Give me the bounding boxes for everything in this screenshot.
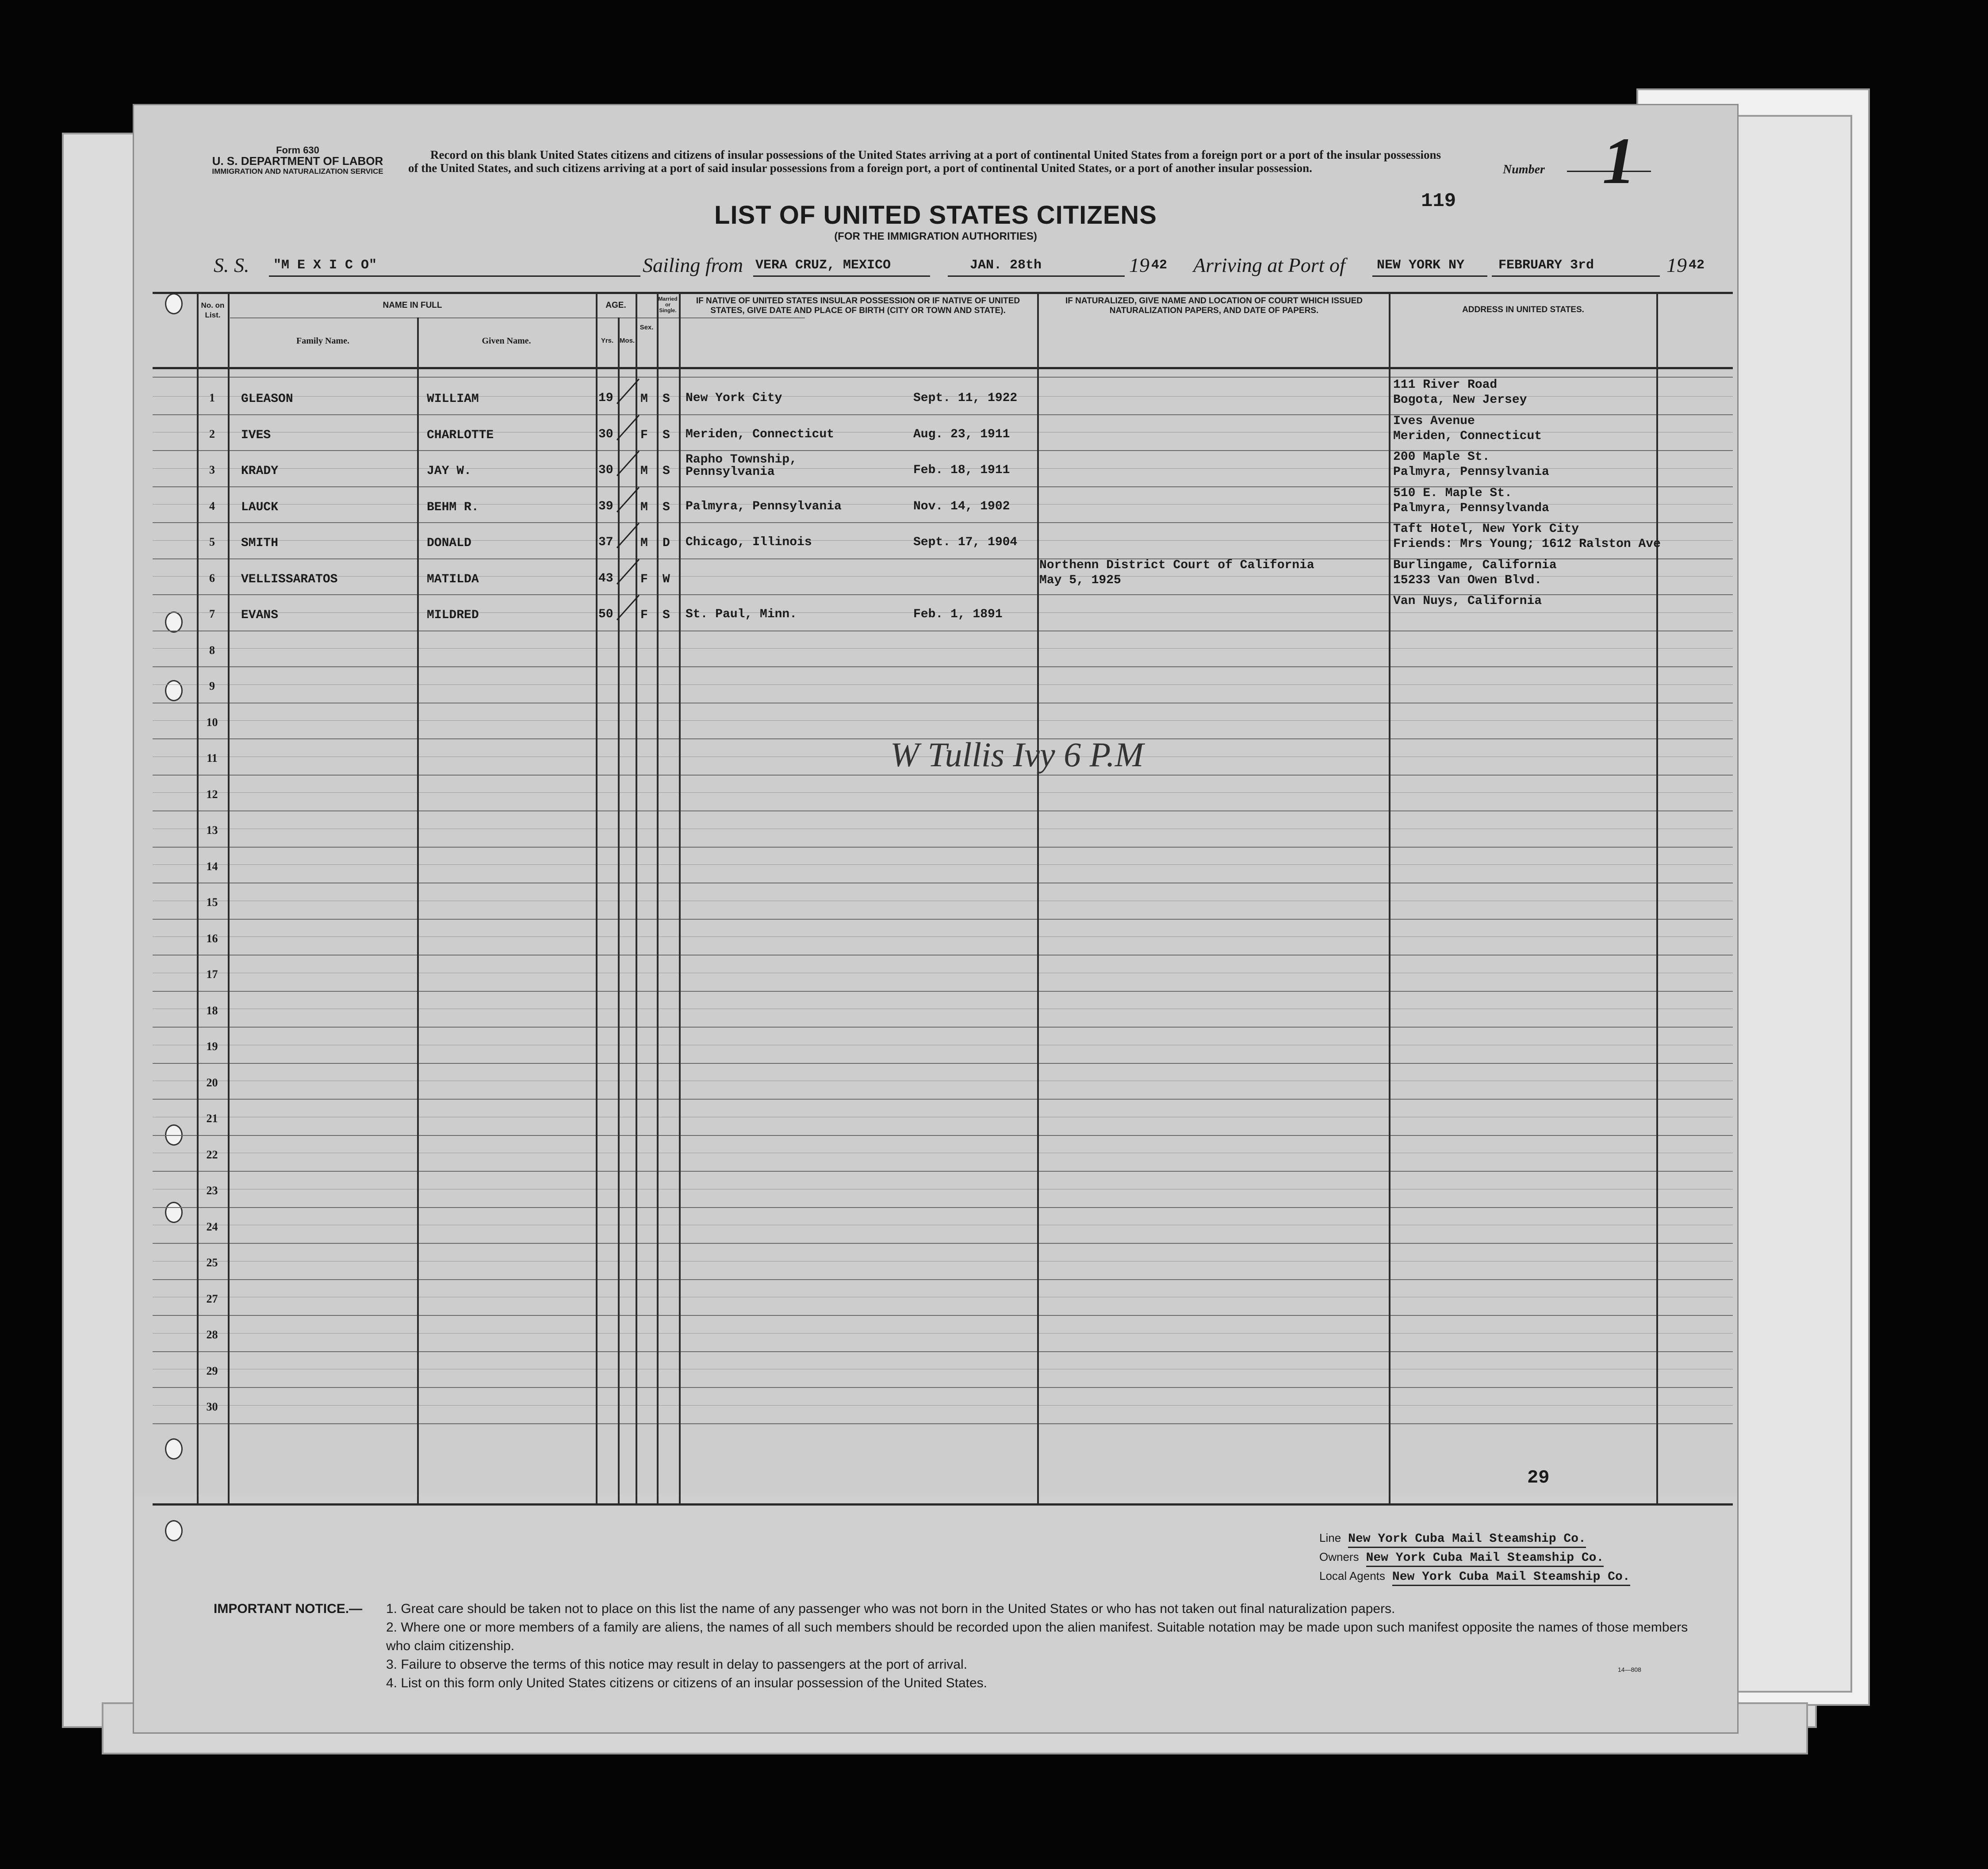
form-code: 14—808 <box>1618 1666 1641 1673</box>
row-number: 23 <box>206 1184 218 1197</box>
agents-label: Local Agents <box>1319 1569 1385 1582</box>
given-name: MATILDA <box>427 572 479 586</box>
tally-slash <box>613 378 644 405</box>
row-number: 8 <box>209 643 215 657</box>
row-rule <box>153 919 1733 920</box>
tally-slash <box>613 594 644 621</box>
row-rule <box>153 1099 1733 1100</box>
given-name: BEHM R. <box>427 500 479 514</box>
row-number: 4 <box>209 499 215 512</box>
row-number: 27 <box>206 1292 218 1305</box>
binder-hole <box>165 1520 183 1541</box>
agents-entry <box>1319 1569 1630 1584</box>
row-rule <box>153 414 1733 415</box>
marital-status: S <box>663 608 670 622</box>
row-number: 7 <box>209 608 215 620</box>
row-number: 6 <box>209 571 215 585</box>
form-number: Form 630 <box>276 145 319 156</box>
port-underline <box>753 275 930 277</box>
row-rule <box>153 847 1733 848</box>
notice-items <box>386 1600 1700 1693</box>
row-number: 3 <box>209 463 215 476</box>
row-number: 13 <box>206 824 218 837</box>
col-rule <box>657 292 659 1503</box>
row-number: 5 <box>209 535 215 548</box>
address-line1: 200 Maple St. <box>1393 450 1490 464</box>
row-number: 15 <box>206 896 218 909</box>
page-count: 29 <box>1527 1467 1550 1488</box>
arrival-port-underline <box>1372 275 1487 277</box>
row-rule <box>153 1063 1733 1064</box>
owners-entry <box>1319 1550 1604 1565</box>
row-subrule <box>153 864 1733 865</box>
birth-place-line2: Pennsylvania <box>686 465 775 479</box>
row-rule <box>153 1315 1733 1316</box>
sex: M <box>640 392 648 406</box>
row-number: 29 <box>206 1364 218 1377</box>
row-subrule <box>153 648 1733 649</box>
service-name: IMMIGRATION AND NATURALIZATION SERVICE <box>212 167 383 176</box>
col-rule <box>1656 292 1658 1503</box>
handwritten-note-text: W Tullis Ivy 6 P.M <box>890 735 1144 774</box>
sex: M <box>640 464 648 478</box>
age-years: 39 <box>598 499 613 513</box>
sailing-year: 42 <box>1151 258 1168 273</box>
marital-status: S <box>663 500 670 514</box>
arrival-port: NEW YORK NY <box>1377 258 1465 273</box>
row-number: 10 <box>206 715 218 729</box>
sheet-number-handwritten: 1 <box>1602 124 1636 198</box>
address-line1: 510 E. Maple St. <box>1393 486 1512 500</box>
row-number: 17 <box>206 968 218 981</box>
birth-date: Aug. 23, 1911 <box>913 427 1010 441</box>
col-rule <box>228 292 230 1503</box>
birth-date: Feb. 18, 1911 <box>913 463 1010 477</box>
row-rule <box>153 1423 1733 1424</box>
header-mos: Mos. <box>619 337 635 344</box>
age-years: 43 <box>598 571 613 585</box>
row-number: 20 <box>206 1076 218 1089</box>
marital-status: S <box>663 392 670 406</box>
address-line1: Ives Avenue <box>1393 414 1475 428</box>
family-name: VELLISSARATOS <box>241 572 338 586</box>
rule <box>153 377 1733 378</box>
col-rule <box>596 292 598 1503</box>
sex: F <box>640 428 648 442</box>
row-rule <box>153 450 1733 451</box>
row-number: 11 <box>207 752 218 764</box>
row-rule <box>153 1171 1733 1172</box>
col-rule <box>197 292 199 1503</box>
row-number: 14 <box>206 860 218 873</box>
court-name: Northenn District Court of California <box>1039 558 1314 572</box>
header-family-name: Family Name. <box>296 336 349 346</box>
family-name: IVES <box>241 428 271 442</box>
line-label: Line <box>1319 1531 1341 1544</box>
line-value: New York Cuba Mail Steamship Co. <box>1348 1532 1586 1548</box>
row-number: 28 <box>206 1328 218 1341</box>
tally-slash <box>613 486 644 513</box>
row-number: 19 <box>206 1040 218 1053</box>
col-rule <box>1037 292 1039 1503</box>
age-years: 50 <box>598 608 613 621</box>
row-number: 2 <box>209 427 215 440</box>
agents-value: New York Cuba Mail Steamship Co. <box>1392 1570 1630 1586</box>
line-entry <box>1319 1531 1586 1546</box>
notice-item: 1. Great care should be taken not to place on this list the name of any passenger who was not born in the United States or who has not taken out final naturalization papers. <box>386 1601 1395 1616</box>
marital-status: S <box>663 428 670 442</box>
birth-place: Palmyra, Pennsylvania <box>686 499 842 513</box>
age-years: 37 <box>598 535 613 549</box>
arriving-label: Arriving at Port of <box>1193 254 1345 276</box>
row-subrule <box>153 1405 1733 1406</box>
row-subrule <box>153 792 1733 793</box>
address-line2: Bogota, New Jersey <box>1393 393 1527 407</box>
form-identifier <box>183 145 413 177</box>
birth-place: Chicago, Illinois <box>686 535 812 549</box>
col-rule <box>679 292 681 1503</box>
row-number: 12 <box>206 787 218 801</box>
row-subrule <box>153 720 1733 721</box>
record-instructions: Record on this blank United States citizens and citizens of insular possessions of the United States arriving at a port of continental United States from a foreign port or a port of the insular possessions of the United States, and such citizens arriving at a port of said insular possessions from a foreign port, a port of continental United States, or a port of another insular possession. <box>408 148 1441 175</box>
row-rule <box>153 955 1733 956</box>
header-name-in-full: NAME IN FULL <box>383 301 442 310</box>
row-number: 21 <box>206 1112 218 1125</box>
tally-slash <box>613 558 644 585</box>
given-name: CHARLOTTE <box>427 428 494 442</box>
header-birth: IF NATIVE OF UNITED STATES INSULAR POSSESSION OR IF NATIVE OF UNITED STATES, GIVE DATE AND PLACE OF BIRTH (CITY OR TOWN AND STATE). <box>696 296 1020 315</box>
row-number: 22 <box>206 1148 218 1161</box>
header-age: AGE. <box>605 301 626 310</box>
tally-slash <box>613 522 644 549</box>
document-title: LIST OF UNITED STATES CITIZENS <box>714 201 1157 229</box>
sailing-port: VERA CRUZ, MEXICO <box>755 258 891 273</box>
rule <box>153 292 1733 294</box>
year-prefix: 19 <box>1129 254 1149 276</box>
row-number: 9 <box>209 680 215 692</box>
row-subrule <box>153 936 1733 937</box>
birth-date: Nov. 14, 1902 <box>913 499 1010 513</box>
notice-item: 3. Failure to observe the terms of this notice may result in delay to passengers at the port of arrival. <box>386 1657 967 1672</box>
ship-underline <box>269 275 640 277</box>
birth-date: Sept. 11, 1922 <box>913 391 1018 405</box>
address-line1: 111 River Road <box>1393 378 1498 392</box>
birth-date: Feb. 1, 1891 <box>913 608 1003 621</box>
marital-status: D <box>663 536 670 550</box>
list-number: 119 <box>1421 190 1456 212</box>
row-rule <box>153 1135 1733 1136</box>
notice-lead: IMPORTANT NOTICE.— <box>214 1601 363 1616</box>
row-rule <box>153 1207 1733 1208</box>
court-date: May 5, 1925 <box>1039 573 1121 587</box>
arrival-date-underline <box>1492 275 1660 277</box>
document-subtitle: (FOR THE IMMIGRATION AUTHORITIES) <box>834 230 1037 242</box>
marital-status: S <box>663 464 670 478</box>
rule <box>153 1503 1733 1506</box>
row-number: 1 <box>209 391 215 404</box>
age-years: 30 <box>598 427 613 441</box>
age-years: 30 <box>598 463 613 477</box>
row-rule <box>153 1387 1733 1388</box>
row-rule <box>153 666 1733 667</box>
address-line2: Palmyra, Pennsylvania <box>1393 465 1549 479</box>
ship-name: "M E X I C O" <box>273 258 377 273</box>
header-no-on-list: No. on List. <box>201 301 225 319</box>
address-line1: Van Nuys, California <box>1393 594 1542 608</box>
family-name: EVANS <box>241 608 279 622</box>
row-number: 24 <box>206 1220 218 1233</box>
birth-date: Sept. 17, 1904 <box>913 535 1018 549</box>
address-line2: 15233 Van Owen Blvd. <box>1393 573 1542 587</box>
row-rule <box>153 810 1733 811</box>
birth-place: Rapho Township, <box>686 453 797 466</box>
row-number: 18 <box>206 1004 218 1017</box>
voyage-line <box>214 253 1705 280</box>
address-line1: Taft Hotel, New York City <box>1393 522 1579 536</box>
sex: M <box>640 500 648 514</box>
family-name: KRADY <box>241 464 279 478</box>
header-sex: Sex. <box>640 324 654 331</box>
tally-slash <box>613 414 644 441</box>
birth-place: Meriden, Connecticut <box>686 427 835 441</box>
tally-slash <box>613 450 644 477</box>
date-underline <box>948 275 1125 277</box>
row-subrule <box>153 1333 1733 1334</box>
manifest-sheet <box>133 104 1739 1734</box>
address-line2: Meriden, Connecticut <box>1393 429 1542 443</box>
col-rule <box>417 317 419 1503</box>
owners-label: Owners <box>1319 1550 1359 1563</box>
header-given-name: Given Name. <box>482 336 531 346</box>
family-name: GLEASON <box>241 392 293 406</box>
row-rule <box>153 1243 1733 1244</box>
birth-place: New York City <box>686 391 782 405</box>
age-years: 19 <box>598 391 613 405</box>
sailing-date: JAN. 28th <box>970 258 1042 273</box>
row-rule <box>153 1351 1733 1352</box>
row-number: 25 <box>206 1256 218 1269</box>
passenger-table <box>153 292 1733 1508</box>
header-married-single: Married or Single. <box>658 296 678 313</box>
sex: F <box>640 608 648 622</box>
family-name: SMITH <box>241 536 279 550</box>
header-yrs: Yrs. <box>601 337 614 344</box>
marital-status: W <box>663 572 670 586</box>
row-rule <box>153 1279 1733 1280</box>
birth-place: St. Paul, Minn. <box>686 608 797 621</box>
handwritten-note <box>886 731 1284 780</box>
given-name: MILDRED <box>427 608 479 622</box>
notice-item: 2. Where one or more members of a family are aliens, the names of all such members should be recorded upon the alien manifest. Suitable notation may be made upon such manifest opposite the names of those members who claim citizenship. <box>386 1620 1688 1653</box>
family-name: LAUCK <box>241 500 279 514</box>
year-prefix-2: 19 <box>1666 254 1687 276</box>
rule <box>230 317 805 318</box>
address-line2: Friends: Mrs Young; 1612 Ralston Ave <box>1393 537 1661 551</box>
address-line1: Burlingame, California <box>1393 558 1557 572</box>
ss-label: S. S. <box>214 254 249 276</box>
arrival-date: FEBRUARY 3rd <box>1498 258 1594 273</box>
row-subrule <box>153 684 1733 685</box>
header-address: ADDRESS IN UNITED STATES. <box>1462 305 1584 314</box>
given-name: WILLIAM <box>427 392 479 406</box>
row-number: 30 <box>206 1400 218 1413</box>
department-name: U. S. DEPARTMENT OF LABOR <box>212 154 383 168</box>
address-line2: Palmyra, Pennsylvanda <box>1393 501 1549 515</box>
header-naturalized: IF NATURALIZED, GIVE NAME AND LOCATION OF COURT WHICH ISSUED NATURALIZATION PAPERS, AND DATE OF PAPERS. <box>1065 296 1363 315</box>
owners-value: New York Cuba Mail Steamship Co. <box>1366 1551 1604 1567</box>
notice-item: 4. List on this form only United States citizens or citizens of an insular possession of the United States. <box>386 1676 988 1690</box>
arrival-year: 42 <box>1689 258 1705 273</box>
given-name: DONALD <box>427 536 471 550</box>
sex: F <box>640 572 648 586</box>
row-rule <box>153 1027 1733 1028</box>
sailing-label: Sailing from <box>643 254 743 276</box>
col-rule <box>1389 292 1390 1503</box>
row-rule <box>153 991 1733 992</box>
sex: M <box>640 536 648 550</box>
number-label: Number <box>1503 163 1545 176</box>
given-name: JAY W. <box>427 464 471 478</box>
rule <box>153 367 1733 369</box>
row-number: 16 <box>206 932 218 945</box>
